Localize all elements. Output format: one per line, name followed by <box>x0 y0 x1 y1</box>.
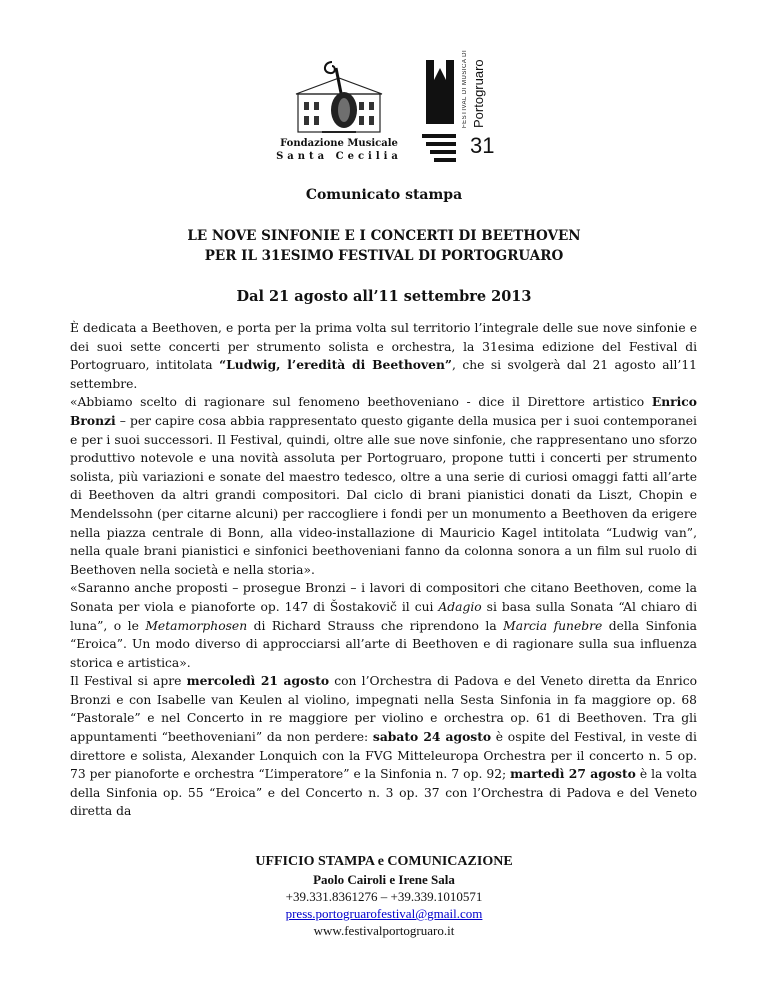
title-line-1: LE NOVE SINFONIE E I CONCERTI DI BEETHOVEN <box>187 228 581 244</box>
festival-title-bold: “Ludwig, l’eredità di Beethoven” <box>219 357 452 373</box>
festival-mark-icon <box>420 56 460 168</box>
text-run: è ospite del Festival, in veste di direttore e solista, Alexander Lonquich con la FVG Mitteleuropa Orchestra per il concerto n. 5 op. 73 per pianoforte e orchestra “L’imperatore” e la Sinfonia n. 7 op. 92; <box>70 730 697 782</box>
press-email-link[interactable]: press.portogruarofestival@gmail.com <box>285 906 483 921</box>
text-run: «Saranno anche proposti – prosegue Bronzi – i lavori di compositori che citano Beethoven, come la Sonata per viola e pianoforte op. 147 di Šostakovič il cui <box>70 581 697 614</box>
paragraph-4 <box>70 672 697 821</box>
italic-metamorphosen: Metamorphosen <box>145 618 248 633</box>
article-body <box>70 319 697 821</box>
date-bold-21-agosto: mercoledì 21 agosto <box>186 673 330 689</box>
text-run: «Abbiamo scelto di ragionare sul fenomeno beethoveniano - dice il Direttore artistico <box>70 395 652 410</box>
text-run: È dedicata a Beethoven, e porta per la prima volta sul territorio l’integrale delle sue nove sinfonie e dei suoi sette concerti per strumento solista e orchestra, la 31esima edizione del Festival di Portogruaro, intitolata <box>70 321 697 373</box>
website-text: www.festivalportogruaro.it <box>313 923 455 938</box>
text-run: è la volta della Sinfonia op. 55 “Eroica” e del Concerto n. 3 op. 37 con l’Orchestra di Padova e del Veneto diretta da <box>70 767 697 819</box>
fondazione-name-line2: Santa Cecilia <box>276 151 402 162</box>
text-run: Il Festival si apre <box>70 674 187 689</box>
fondazione-name-line1: Fondazione Musicale <box>280 138 398 149</box>
fondazione-logo <box>274 58 404 163</box>
festival-number: 31 <box>470 133 495 158</box>
festival-logo <box>420 49 500 168</box>
italic-marcia-funebre: Marcia funebre <box>503 618 603 633</box>
text-run: di Richard Strauss che riprendono la <box>247 618 504 633</box>
press-phones: +39.331.8361276 – +39.339.1010571 <box>285 889 483 904</box>
date-bold-27-agosto: martedì 27 agosto <box>510 766 636 782</box>
press-office-footer <box>0 852 768 939</box>
paragraph-1 <box>70 319 697 393</box>
italic-adagio: Adagio <box>438 599 482 614</box>
text-run: , che si svolgerà dal 21 agosto all’11 settembre. <box>70 358 697 391</box>
festival-name <box>458 49 498 128</box>
festival-big-text: Portogruaro <box>471 59 486 128</box>
text-run: si basa sulla Sonata “Al chiaro di luna”, o le <box>70 599 698 633</box>
festival-small-text: FESTIVAL DI MUSICA DI <box>462 49 468 128</box>
press-office-title: UFFICIO STAMPA e COMUNICAZIONE <box>255 854 513 869</box>
director-name-bold: Enrico Bronzi <box>70 394 697 428</box>
press-release-label: Comunicato stampa <box>305 187 463 203</box>
text-run: – per capire cosa abbia rappresentato questo gigante della musica per i suoi contemporanei e per i suoi successori. Il Festival, quindi, oltre alle sue nove sinfonie, che rappresentano uno sforzo produttivo notevole e una novità assoluta per Portogruaro, propone tutti i concerti per strumento solista, più variazioni e sonate del maestro tedesco, oltre a una serie di curiosi omaggi fatti all’arte di Beethoven da altri grandi compositori. Dal ciclo di brani pianistici donati da Liszt, Chopin e Mendelssohn (per citarne alcuni) per raccogliere i fondi per un monumento a Beethoven da erigere nella piazza centrale di Bonn, alla video-installazione di Mauricio Kagel intitolata “Ludwig van”, nella quale brani pianistici e sinfonici beethoveniani fanno da colonna sonora a un film sul ruolo di Beethoven nella società e nella storia». <box>70 413 697 577</box>
paragraph-2 <box>70 393 697 579</box>
text-run: della Sinfonia “Eroica”. Un modo diverso di approcciarsi all’arte di Beethoven e di ragionare sulla sua influenza storica e artistica». <box>70 618 697 670</box>
date-bold-24-agosto: sabato 24 agosto <box>372 729 492 745</box>
text-run: con l’Orchestra di Padova e del Veneto diretta da Enrico Bronzi e con Isabelle van Keulen al violino, impegnati nella Sesta Sinfonia in fa maggiore op. 68 “Pastorale” e nel Concerto in re maggiore per violino e orchestra op. 61 di Beethoven. Tra gli appuntamenti “beethoveniani” da non perdere: <box>70 674 697 745</box>
violin-building-icon <box>292 58 386 136</box>
festival-dates: Dal 21 agosto all’11 settembre 2013 <box>236 288 532 305</box>
title-line-2: PER IL 31ESIMO FESTIVAL DI PORTOGRUARO <box>204 248 564 264</box>
paragraph-3 <box>70 579 697 672</box>
press-contacts-names: Paolo Cairoli e Irene Sala <box>313 872 455 887</box>
